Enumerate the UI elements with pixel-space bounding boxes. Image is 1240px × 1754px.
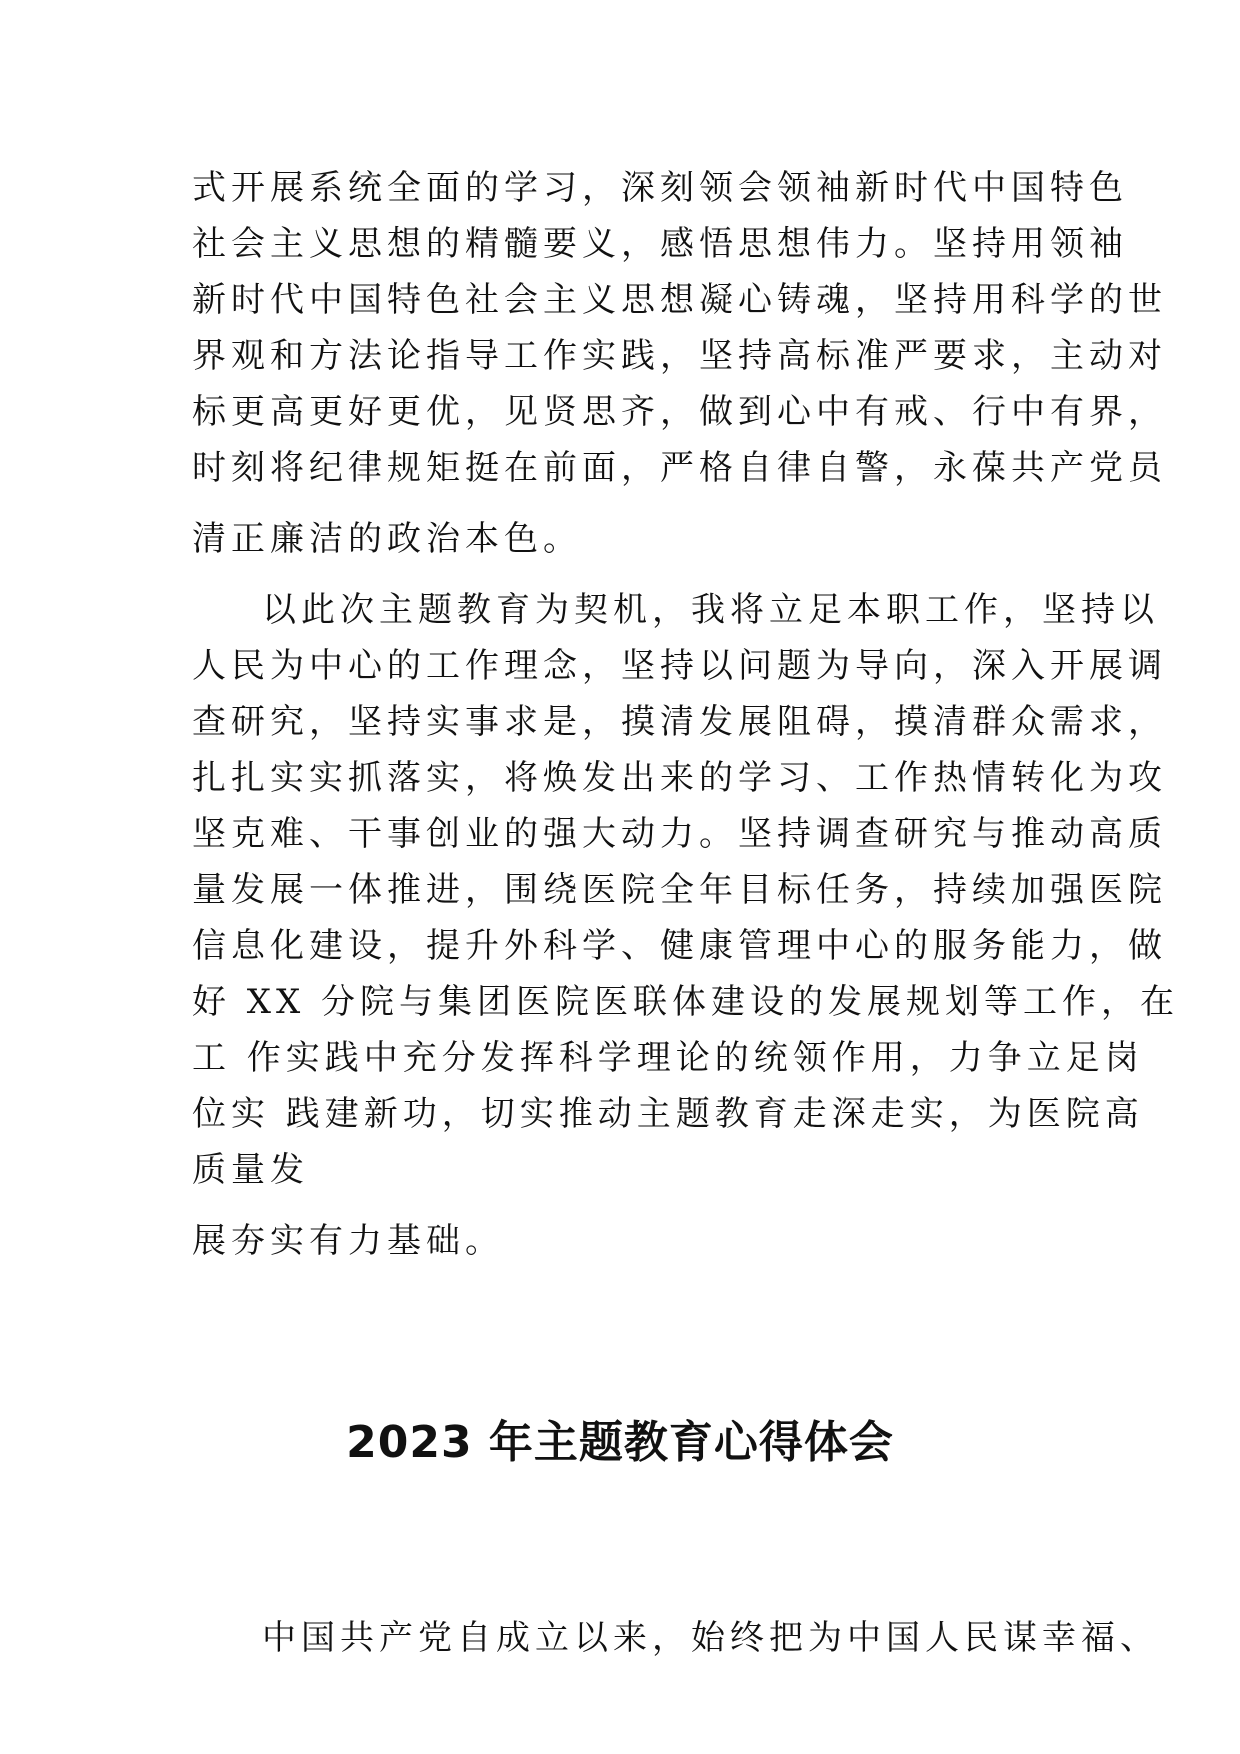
- section-title: 2023 年主题教育心得体会: [346, 1417, 894, 1468]
- paragraph-line: 人民为中心的工作理念，坚持以问题为导向，深入开展调: [192, 646, 1167, 686]
- paragraph-line: 质量发: [192, 1150, 309, 1190]
- paragraph-line: 坚克难、干事创业的强大动力。坚持调查研究与推动高质: [192, 814, 1167, 854]
- paragraph-line: 式开展系统全面的学习，深刻领会领袖新时代中国特色: [192, 168, 1128, 208]
- paragraph-line: 展夯实有力基础。: [192, 1221, 504, 1261]
- paragraph-line: 界观和方法论指导工作实践，坚持高标准严要求，主动对: [192, 336, 1167, 376]
- paragraph-line: 清正廉洁的政治本色。: [192, 519, 582, 559]
- paragraph-line: 工 作实践中充分发挥科学理论的统领作用，力争立足岗: [192, 1038, 1144, 1078]
- paragraph-line: 好 XX 分院与集团医院医联体建设的发展规划等工作，在: [192, 982, 1180, 1022]
- paragraph-line: 新时代中国特色社会主义思想凝心铸魂，坚持用科学的世: [192, 280, 1167, 320]
- paragraph-line: 社会主义思想的精髓要义，感悟思想伟力。坚持用领袖: [192, 224, 1128, 264]
- paragraph-line: 信息化建设，提升外科学、健康管理中心的服务能力，做: [192, 926, 1167, 966]
- paragraph-line: 标更高更好更优，见贤思齐，做到心中有戒、行中有界，: [192, 392, 1167, 432]
- paragraph-line: 查研究，坚持实事求是，摸清发展阻碍，摸清群众需求，: [192, 702, 1167, 742]
- paragraph-line: 位实 践建新功，切实推动主题教育走深走实，为医院高: [192, 1094, 1144, 1134]
- paragraph-line: 中国共产党自成立以来，始终把为中国人民谋幸福、: [262, 1618, 1159, 1658]
- paragraph-line: 扎扎实实抓落实，将焕发出来的学习、工作热情转化为攻: [192, 758, 1167, 798]
- paragraph-line: 以此次主题教育为契机，我将立足本职工作，坚持以: [262, 590, 1159, 630]
- paragraph-line: 量发展一体推进，围绕医院全年目标任务，持续加强医院: [192, 870, 1167, 910]
- paragraph-line: 时刻将纪律规矩挺在前面，严格自律自警，永葆共产党员: [192, 448, 1167, 488]
